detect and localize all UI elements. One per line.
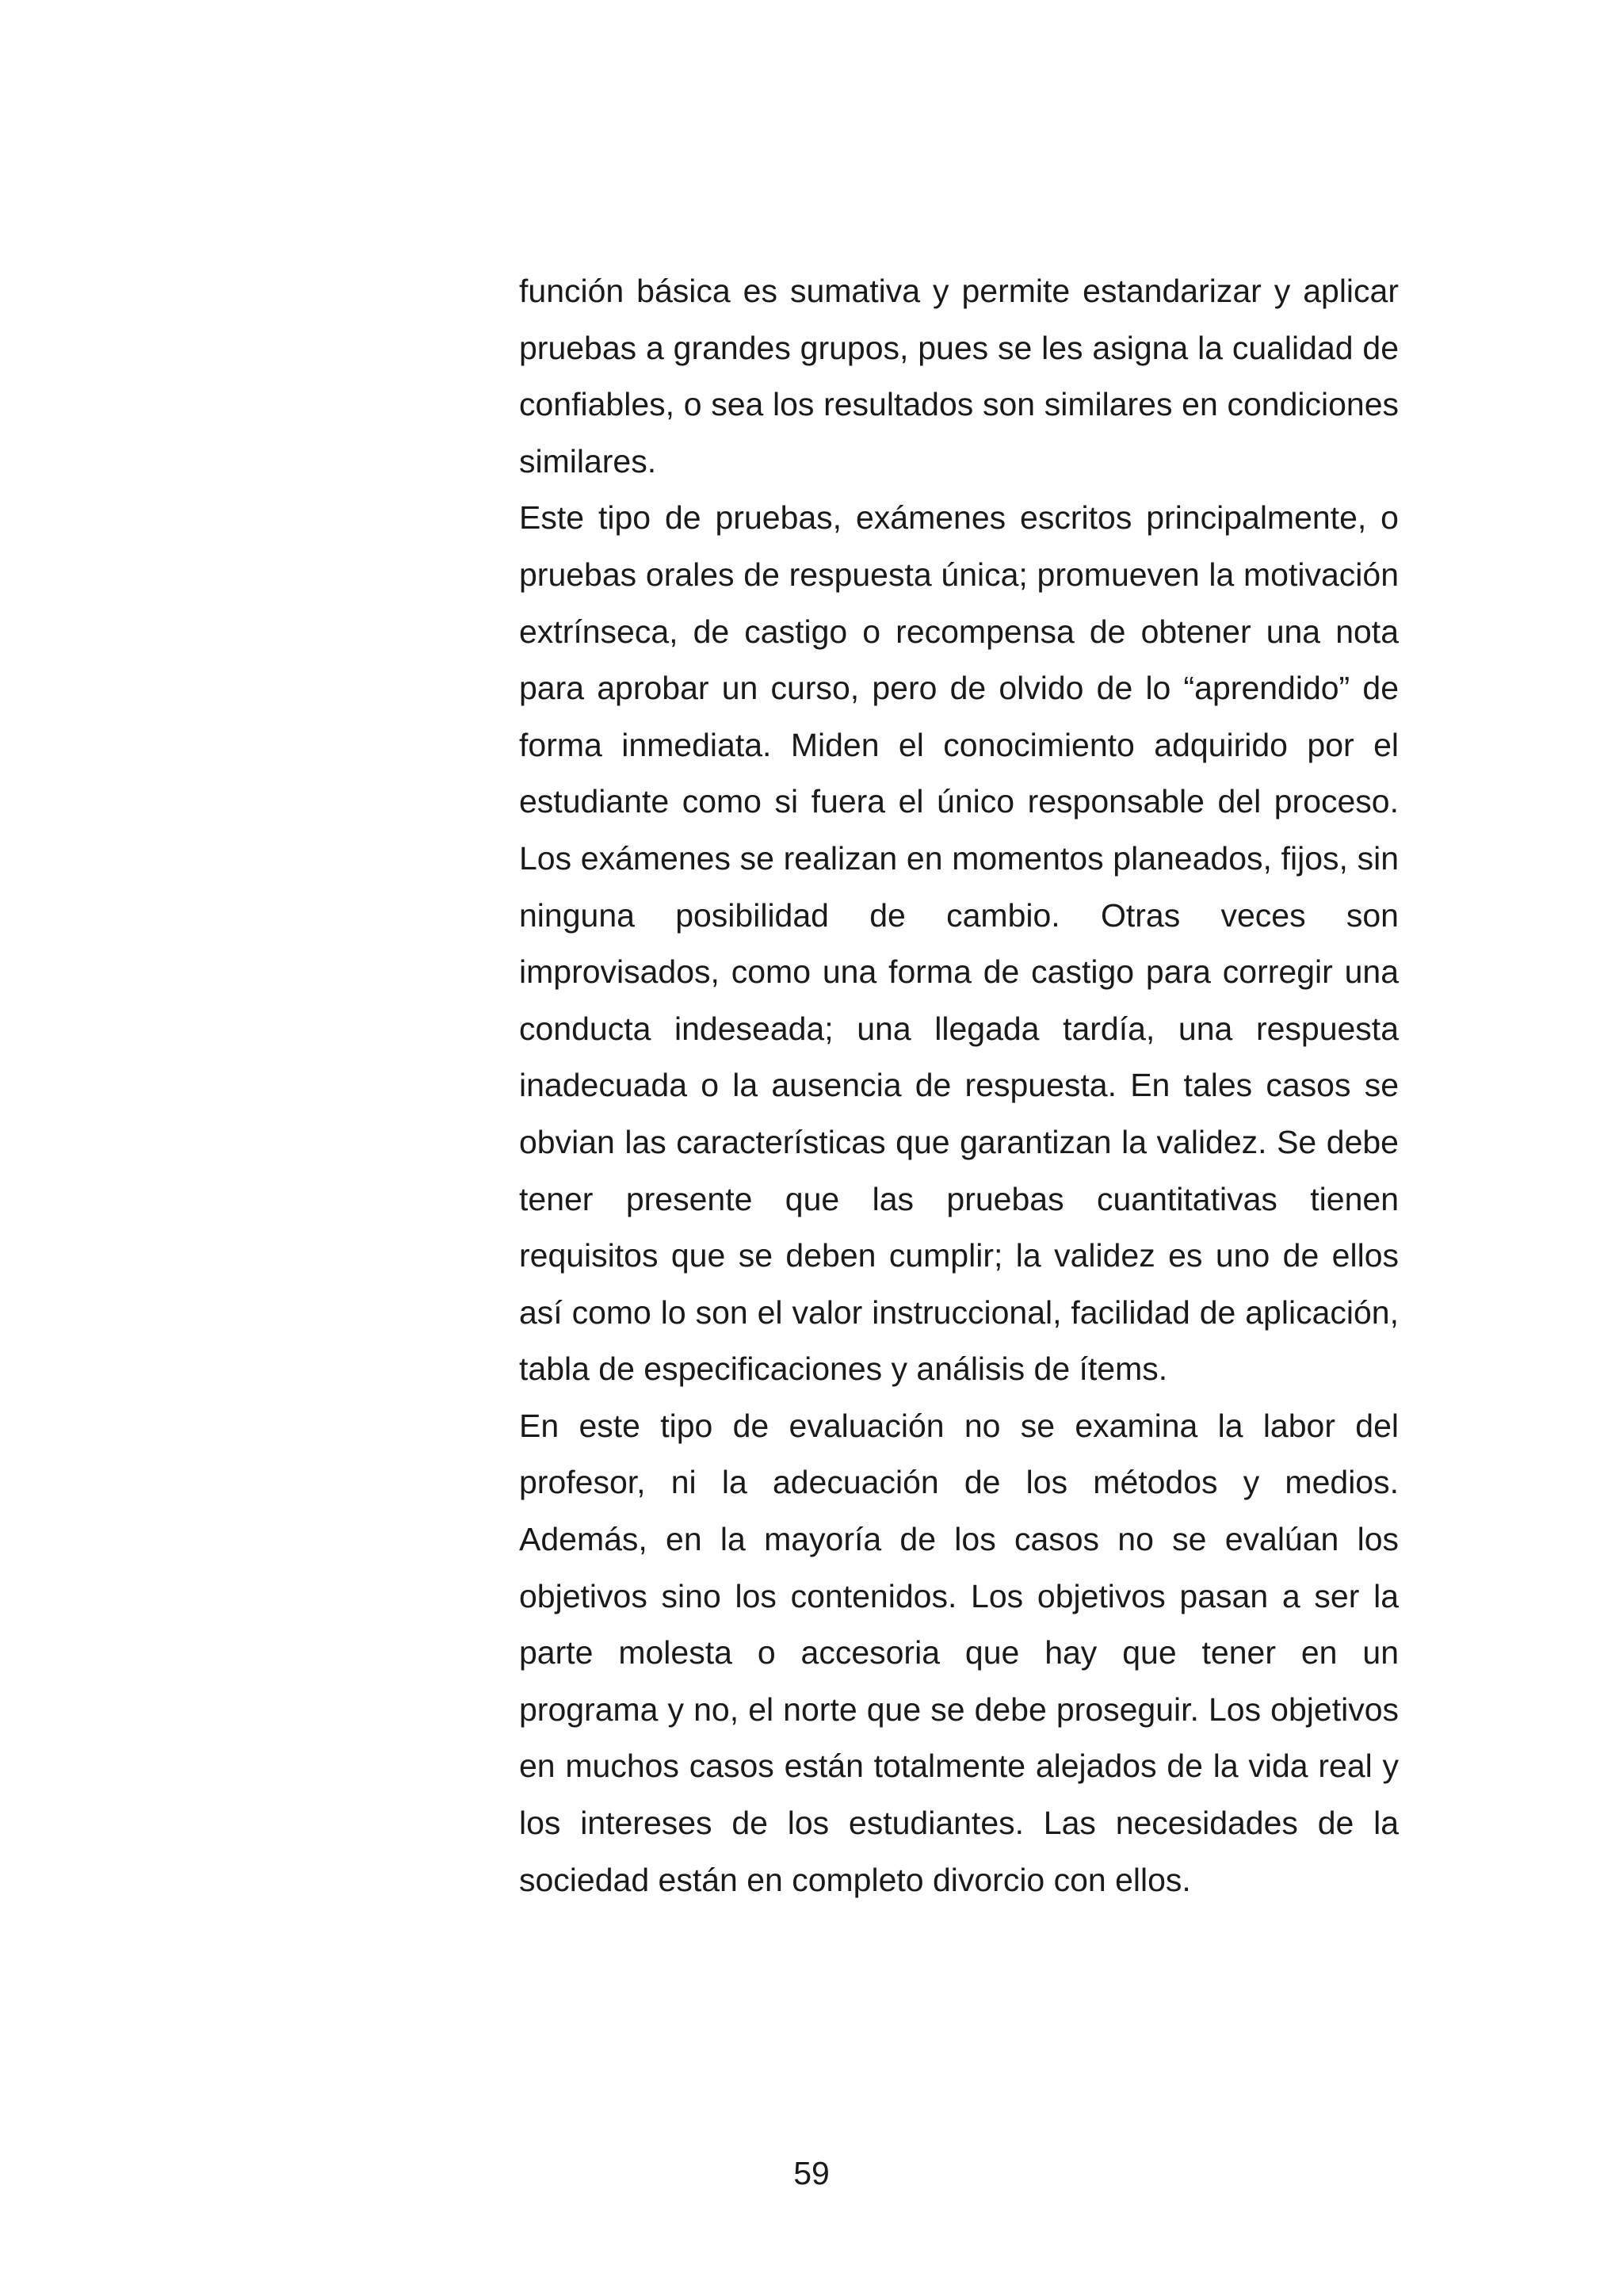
paragraph-3: En este tipo de evaluación no se examina la labor del profesor, ni la adecuación de los métodos y medios. Además, en la mayoría de los casos no se evalúan los objetivos sino los contenidos. Los objetivos pasan a ser la parte molesta o accesoria que hay que tener en un programa y no, el norte que se debe proseguir. Los objetivos en muchos casos están totalmente alejados de la vida real y los intereses de los estudiantes. Las necesidades de la sociedad están en completo divorcio con ellos. [519, 1407, 1399, 1898]
body-text [519, 263, 1399, 1908]
paragraph-2: Este tipo de pruebas, exámenes escritos principalmente, o pruebas orales de respuesta única; promueven la motivación extrínseca, de castigo o recompensa de obtener una nota para aprobar un curso, pero de olvido de lo “aprendido” de forma inmediata. Miden el conocimiento adquirido por el estudiante como si fuera el único responsable del proceso. Los exámenes se realizan en momentos planeados, fijos, sin ninguna posibilidad de cambio. Otras veces son improvisados, como una forma de castigo para corregir una conducta indeseada; una llegada tardía, una respuesta inadecuada o la ausencia de respuesta. En tales casos se obvian las características que garantizan la validez. Se debe tener presente que las pruebas cuantitativas tienen requisitos que se deben cumplir; la validez es uno de ellos así como lo son el valor instruccional, facilidad de aplicación, tabla de especificaciones y análisis de ítems. [519, 499, 1399, 1388]
paragraph-1: función básica es sumativa y permite estandarizar y aplicar pruebas a grandes grupos, pues se les asigna la cualidad de confiables, o sea los resultados son similares en condiciones similares. [519, 273, 1399, 479]
page-number: 59 [793, 2155, 830, 2191]
